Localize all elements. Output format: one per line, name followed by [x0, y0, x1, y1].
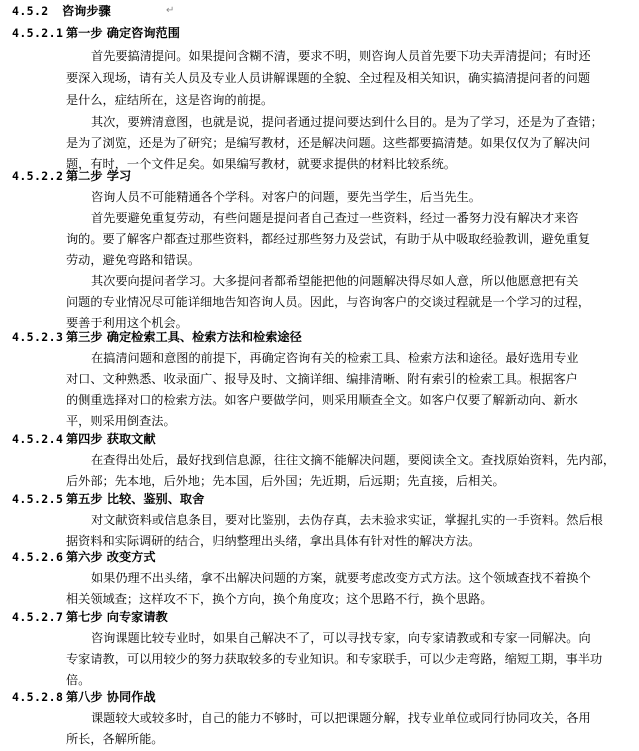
step-number: 4.5.2.6 — [12, 550, 64, 564]
step-heading — [0, 22, 639, 44]
step-number: 4.5.2.5 — [12, 492, 64, 506]
paragraph-line: 课题较大或较多时，自己的能力不够时，可以把课题分解，找专业单位或同行协同攻关，各用 — [91, 711, 591, 725]
paragraph-line: 咨询课题比较专业时，如果自己解决不了，可以寻找专家，向专家请教或和专家一同解决。向 — [91, 631, 591, 645]
section-number: 4.5.2 — [12, 4, 49, 18]
step-number: 4.5.2.3 — [12, 330, 64, 344]
step-number: 4.5.2.4 — [12, 432, 64, 446]
step-number: 4.5.2.7 — [12, 610, 64, 624]
step-heading — [0, 428, 639, 450]
paragraph-line: 对口、文种熟悉、收录面广、报导及时、文摘详细、编排清晰、附有索引的检索工具。根据客户 — [66, 372, 578, 386]
step-title: 第二步 学习 — [66, 169, 132, 183]
step-heading — [0, 326, 639, 348]
paragraph-line: 首先要避免重复劳动，有些问题是提问者自己查过一些资料，经过一番努力没有解决才来咨 — [91, 211, 579, 225]
step-heading — [0, 488, 639, 510]
step-title: 第七步 向专家请教 — [66, 610, 168, 624]
paragraph-line: 据资料和实际调研的结合，归纳整理出头绪，拿出具体有针对性的解决方法。 — [66, 534, 481, 548]
paragraph-line: 在搞清问题和意图的前提下，再确定咨询有关的检索工具、检索方法和途径。最好选用专业 — [91, 351, 579, 365]
step-number: 4.5.2.2 — [12, 169, 64, 183]
step-number: 4.5.2.8 — [12, 690, 64, 704]
paragraph-line: 倍。 — [66, 673, 91, 687]
paragraph-line: 咨询人员不可能精通各个学科。对客户的问题，要先当学生，后当先生。 — [91, 190, 481, 204]
paragraph-line: 平，则采用倒查法。 — [66, 414, 176, 428]
paragraph-line: 对文献资料或信息条目，要对比鉴别，去伪存真，去未验求实证，掌握扎实的一手资料。然后根 — [91, 513, 603, 527]
step-heading — [0, 686, 639, 708]
section-title: 咨询步骤 — [62, 4, 111, 18]
step-title: 第三步 确定检索工具、检索方法和检索途径 — [66, 330, 302, 344]
paragraph-line: 询的。要了解客户都查过那些资料，都经过那些努力及尝试，有助于从中吸取经验教训，避免重复 — [66, 232, 591, 246]
paragraph-line: 题，有时，一个文件足矣。如果编写教材，就要求提供的材料比较系统。 — [66, 157, 456, 171]
paragraph-line: 首先要搞清提问。如果提问含糊不清，要求不明，则咨询人员首先要下功夫弄清提问；有时还 — [91, 49, 591, 63]
paragraph-line: 专家请教，可以用较少的努力获取较多的专业知识。和专家联手，可以少走弯路，缩短工期，事半功 — [66, 652, 603, 666]
paragraph-line: 是什么，症结所在，这是咨询的前提。 — [66, 93, 274, 107]
step-title: 第四步 获取文献 — [66, 432, 156, 446]
paragraph-line: 劳动，避免弯路和错误。 — [66, 253, 201, 267]
paragraph-line: 如果仍理不出头绪，拿不出解决问题的方案，就要考虑改变方式方法。这个领域查找不着换个 — [91, 571, 591, 585]
paragraph-line: 相关领域查；这样攻不下，换个方向，换个角度攻；这个思路不行，换个思路。 — [66, 592, 493, 606]
paragraph-line: 所长，各解所能。 — [66, 732, 164, 746]
paragraph-line: 在查得出处后，最好找到信息源，往往文摘不能解决问题，要阅读全文。查找原始资料，先内部， — [91, 453, 616, 467]
step-title: 第一步 确定咨询范围 — [66, 26, 180, 40]
paragraph-line: 问题的专业情况尽可能详细地告知咨询人员。因此，与咨询客户的交谈过程就是一个学习的过程， — [66, 295, 591, 309]
paragraph-line: 要深入现场，请有关人员及专业人员讲解课题的全貌、全过程及相关知识，确实搞清提问者的问题 — [66, 71, 591, 85]
step-heading — [0, 546, 639, 568]
paragraph-line: 的侧重选择对口的检索方法。如客户要做学问，则采用顺查全文。如客户仅要了解新动向、新水 — [66, 393, 578, 407]
step-title: 第八步 协同作战 — [66, 690, 156, 704]
paragraph-line: 其次要向提问者学习。大多提问者都希望能把他的问题解决得尽如人意，所以他愿意把有关 — [91, 274, 579, 288]
step-heading — [0, 165, 639, 187]
paragraph-line: 后外部；先本地，后外地；先本国，后外国；先近期，后远期；先直接，后相关。 — [66, 474, 505, 488]
paragraph-line: 其次，要辨清意图，也就是说，提问者通过提问要达到什么目的。是为了学习，还是为了查错； — [91, 115, 603, 129]
paragraph-line: 是为了浏览，还是为了研究；是编写教材，还是解决问题。这些都要搞清楚。如果仅仅为了解决问 — [66, 136, 591, 150]
step-number: 4.5.2.1 — [12, 26, 64, 40]
step-title: 第五步 比较、鉴别、取舍 — [66, 492, 205, 506]
step-title: 第六步 改变方式 — [66, 550, 156, 564]
paragraph-mark-icon: ↵ — [166, 5, 175, 16]
paragraph-line: 要善于利用这个机会。 — [66, 316, 188, 330]
step-heading — [0, 606, 639, 628]
section-heading — [0, 0, 639, 22]
